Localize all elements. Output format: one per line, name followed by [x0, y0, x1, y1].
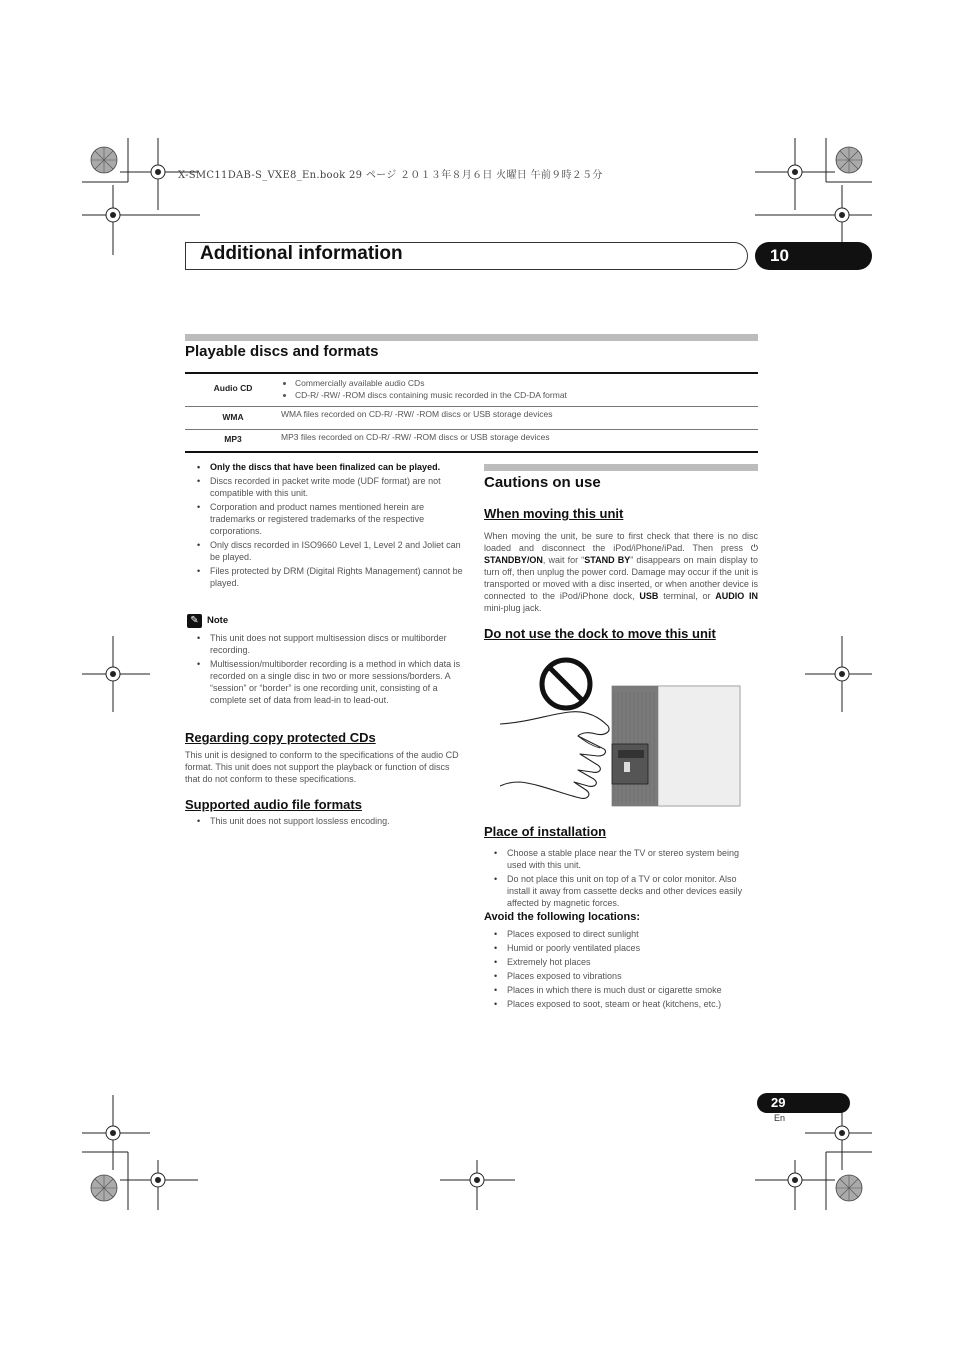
page-language: En — [774, 1113, 786, 1123]
list-item: • Corporation and product names mentioned herein are trademarks or registered trademarks of the respective corporations. — [187, 501, 463, 537]
table-row — [185, 406, 758, 429]
copy-protected-text: This unit is designed to conform to the specifications of the audio CD format. This unit does not support the playback or function of discs that do not conform to these specifications. — [185, 750, 459, 784]
chapter-title: Additional information — [200, 243, 403, 264]
table-row-label: MP3 — [224, 433, 242, 444]
list-item: • Discs recorded in packet write mode (UDF format) are not compatible with this unit. — [187, 475, 463, 499]
note-label: Note — [207, 615, 229, 626]
standby-display: STAND BY — [584, 555, 631, 565]
moving-text-part: ” disappears on main display to turn off, then unplug the power cord. Damage may occur if the unit is transported or moved with a disc inserted, or when another device is connected to the iPod/iPhone dock, — [484, 555, 758, 601]
table-cell: WMA files recorded on CD-R/ -RW/ -ROM discs or USB storage devices — [281, 408, 553, 419]
audio-in-key: AUDIO IN — [715, 591, 758, 601]
avoid-list — [484, 928, 758, 1012]
table-cell: MP3 files recorded on CD-R/ -RW/ -ROM discs or USB storage devices — [281, 431, 550, 442]
moving-text — [484, 530, 758, 614]
section-title-cautions: Cautions on use — [484, 474, 601, 491]
audio-formats-list — [187, 815, 463, 829]
usb-key: USB — [639, 591, 659, 601]
disc-notes-list — [187, 461, 463, 591]
note-list — [187, 632, 463, 708]
list-item: • Multisession/multiborder recording is a method in which data is recorded on a single disc in two or more sessions/borders. A “session” or “border” is one recording unit, consisting of a complete set of data from lead-in to lead-out. — [187, 658, 463, 706]
standby-key: STANDBY/ON — [484, 555, 543, 565]
avoid-heading: Avoid the following locations: — [484, 911, 641, 923]
heading-copy-protected: Regarding copy protected CDs — [185, 730, 376, 745]
heading-place: Place of installation — [484, 824, 607, 839]
list-item: • Places exposed to soot, steam or heat (kitchens, etc.) — [484, 998, 758, 1010]
table-row-label: Audio CD — [213, 383, 253, 393]
moving-text-part: , wait for “ — [542, 555, 585, 565]
section-divider — [185, 334, 758, 341]
formats-table — [185, 372, 758, 453]
list-item: • Do not place this unit on top of a TV or color monitor. Also install it away from cassette decks and other devices easily affected by magnetic forces. — [484, 873, 758, 909]
moving-text-part: terminal, or — [663, 591, 711, 601]
list-item: • Only discs recorded in ISO9660 Level 1, Level 2 and Joliet can be played. — [187, 539, 463, 563]
list-item: • Places in which there is much dust or cigarette smoke — [484, 984, 758, 996]
heading-audio-formats: Supported audio file formats — [185, 797, 362, 812]
list-item: • Humid or poorly ventilated places — [484, 942, 758, 954]
print-header: X-SMC11DAB-S_VXE8_En.book 29 ページ ２０１３年８月６日 火曜日 午前９時２５分 — [178, 170, 603, 181]
list-item: • Commercially available audio CDs — [295, 377, 758, 389]
list-item: • Files protected by DRM (Digital Rights Management) cannot be played. — [187, 565, 463, 589]
section-title-playable: Playable discs and formats — [185, 343, 379, 360]
list-item: • CD-R/ -RW/ -ROM discs containing music recorded in the CD-DA format — [295, 389, 758, 401]
list-item: • Places exposed to vibrations — [484, 970, 758, 982]
note-icon: ✎ — [187, 614, 202, 628]
list-item: • This unit does not support multisession discs or multiborder recording. — [187, 632, 463, 656]
audio-cd-list — [281, 377, 758, 401]
dock-warning-illustration — [500, 652, 742, 812]
table-row-label: WMA — [222, 411, 244, 422]
table-row — [185, 429, 758, 452]
list-item: • Places exposed to direct sunlight — [484, 928, 758, 940]
table-row — [185, 373, 758, 406]
list-item: • This unit does not support lossless encoding. — [187, 815, 463, 827]
list-item: • Only the discs that have been finalized can be played. — [187, 461, 463, 473]
chapter-number: 10 — [755, 242, 872, 270]
moving-text-part: When moving the unit, be sure to first check that there is no disc loaded and disconnect the iPod/iPhone/iPad. Then press — [484, 531, 758, 553]
heading-moving: When moving this unit — [484, 506, 624, 521]
list-item: • Choose a stable place near the TV or stereo system being used with this unit. — [484, 847, 758, 871]
power-icon: ⏻ — [750, 543, 758, 553]
moving-text-part: mini-plug jack. — [484, 603, 542, 613]
place-list — [484, 847, 758, 911]
heading-dock: Do not use the dock to move this unit — [484, 626, 716, 641]
page-number: 29 — [757, 1093, 850, 1113]
list-item: • Extremely hot places — [484, 956, 758, 968]
section-divider — [484, 464, 758, 471]
